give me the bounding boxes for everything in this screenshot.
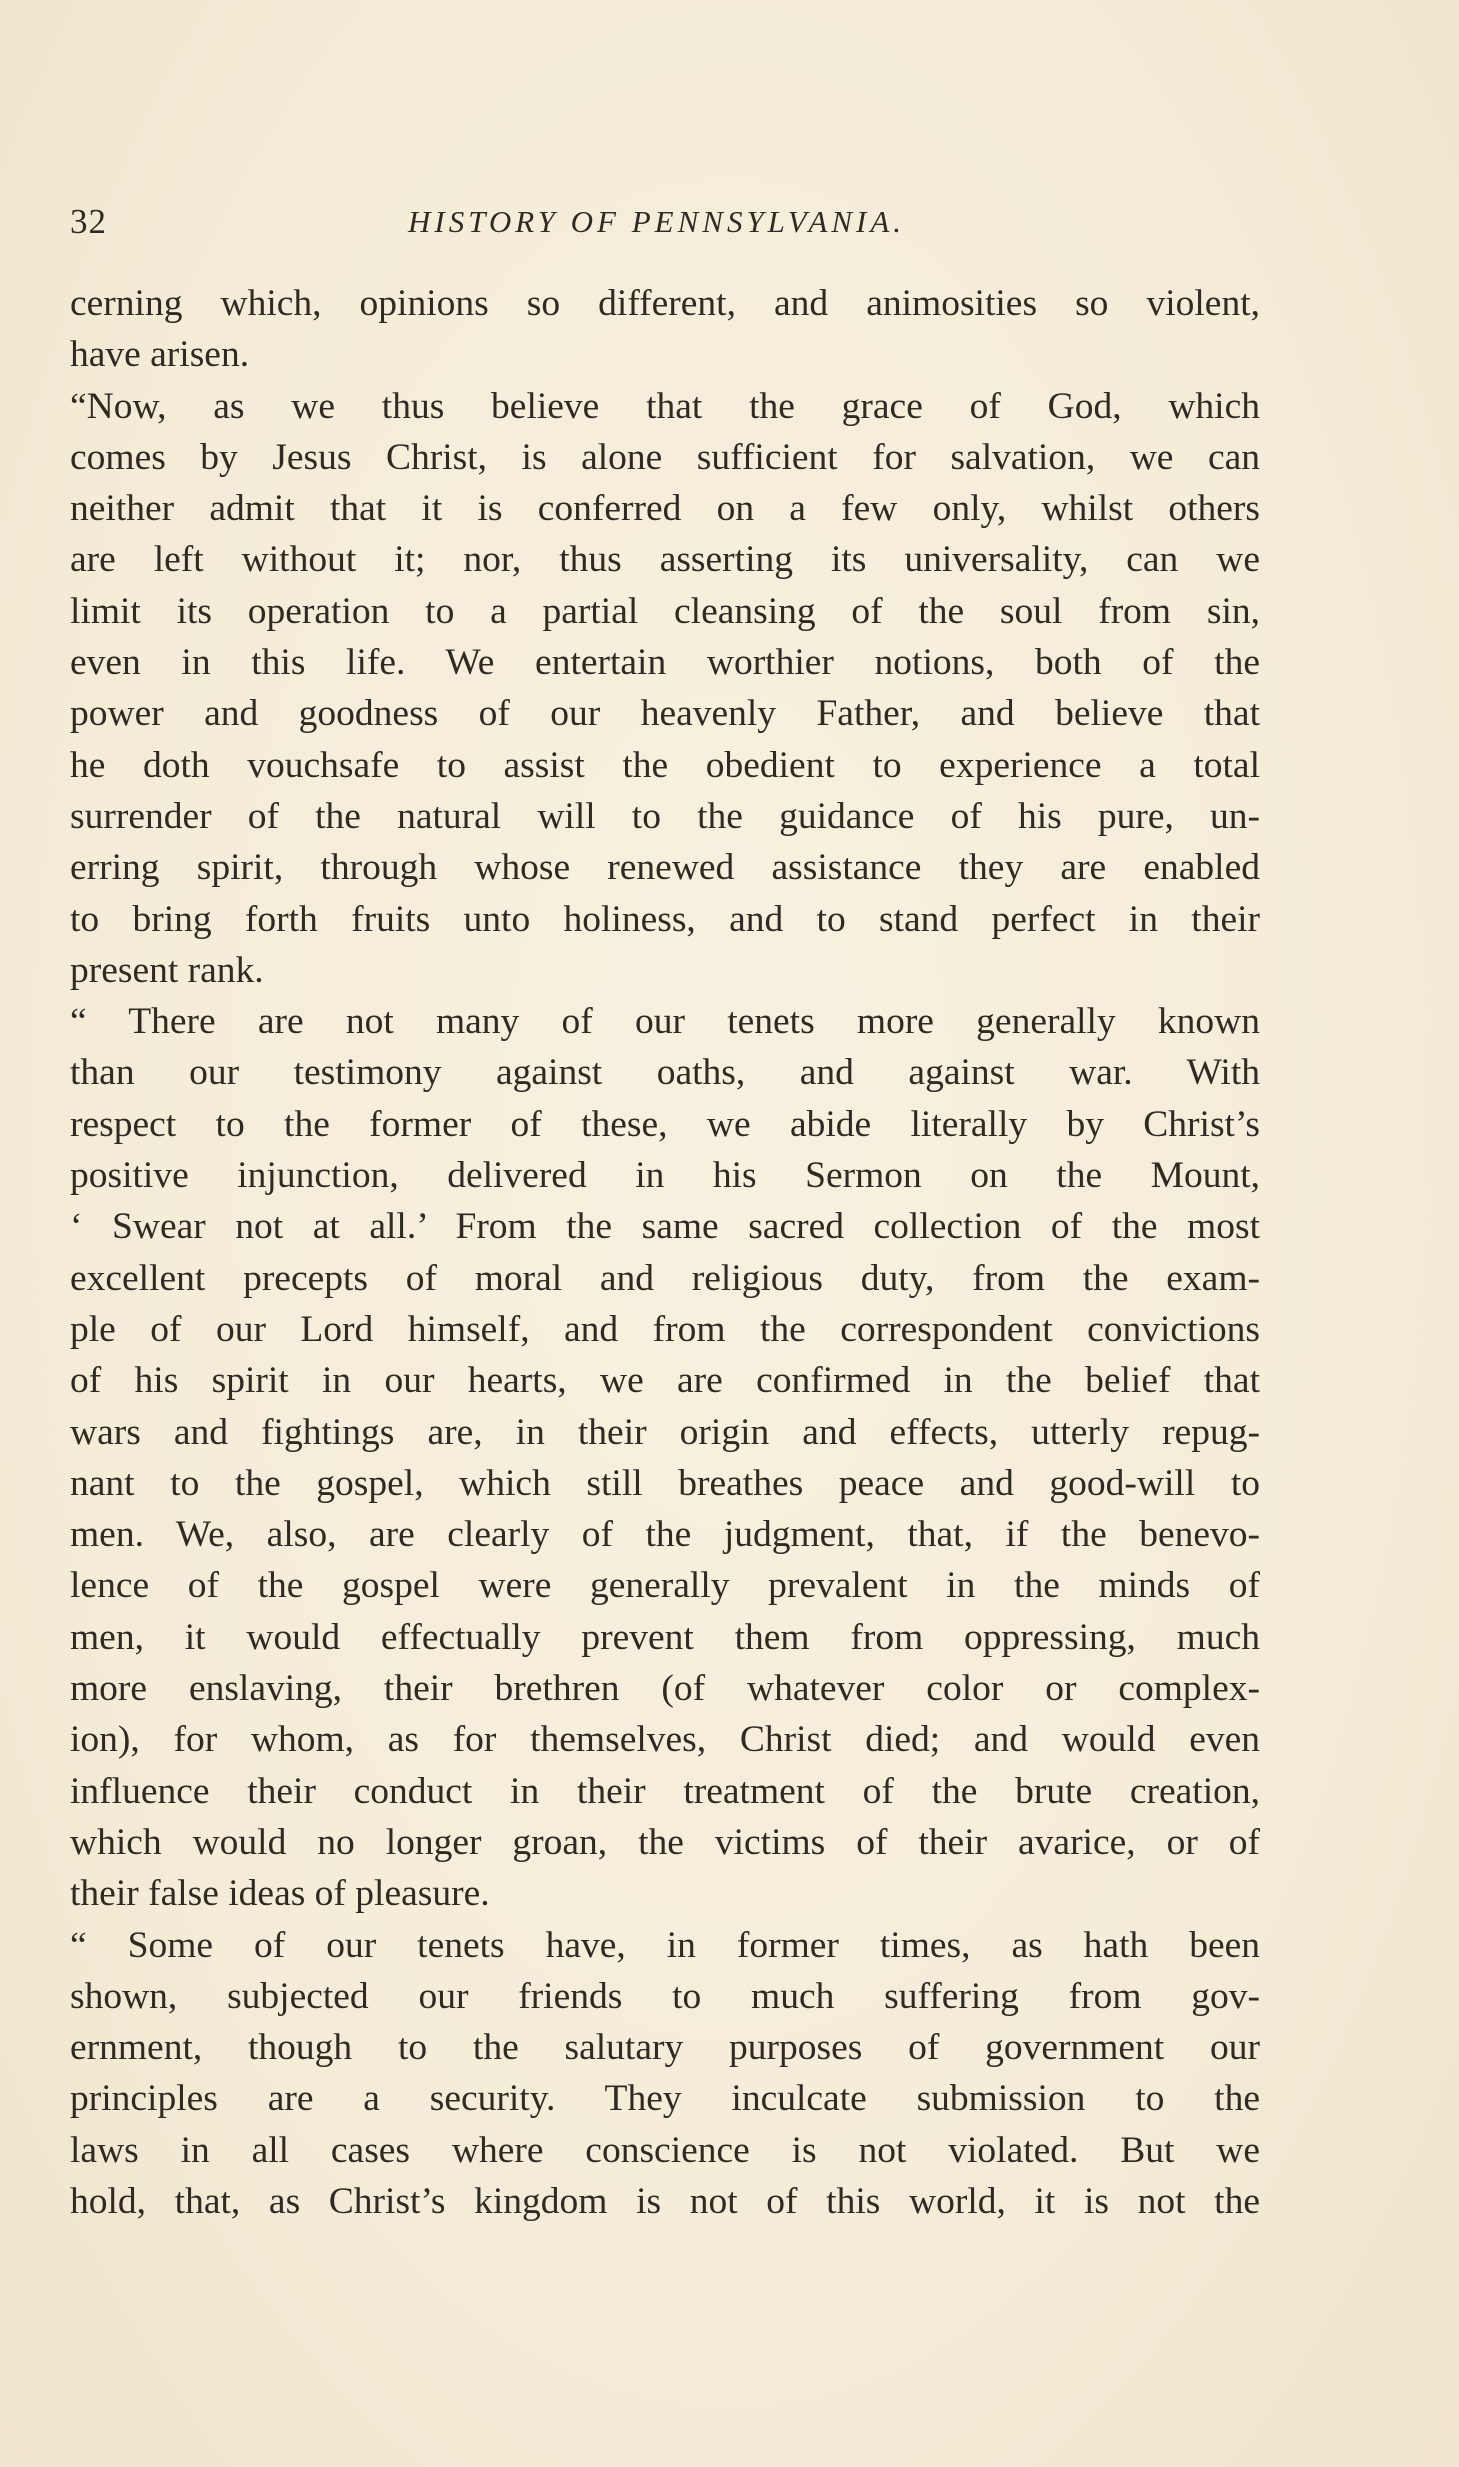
text-line: erring spirit, through whose renewed assistance they are enabled: [70, 847, 1260, 889]
text-line: shown, subjected our friends to much suffering from gov-: [70, 1975, 1260, 2017]
text-line: are left without it; nor, thus asserting its universality, can we: [70, 539, 1260, 581]
text-line: excellent precepts of moral and religious duty, from the exam-: [70, 1257, 1260, 1299]
text-line: present rank.: [70, 949, 264, 991]
text-line: cerning which, opinions so different, and animosities so violent,: [70, 283, 1260, 324]
text-line: hold, that, as Christ’s kingdom is not of this world, it is not the: [70, 2180, 1260, 2222]
text-line: nant to the gospel, which still breathes peace and good-will to: [70, 1462, 1260, 1504]
text-line: neither admit that it is conferred on a few only, whilst others: [70, 488, 1260, 530]
text-line: ion), for whom, as for themselves, Christ died; and would even: [70, 1719, 1260, 1761]
text-line: positive injunction, delivered in his Sermon on the Mount,: [70, 1155, 1260, 1197]
text-line: he doth vouchsafe to assist the obedient to experience a total: [70, 744, 1260, 786]
text-line: their false ideas of pleasure.: [70, 1873, 490, 1915]
text-line: more enslaving, their brethren (of whatever color or complex-: [70, 1668, 1260, 1710]
text-line: of his spirit in our hearts, we are confirmed in the belief that: [70, 1360, 1260, 1402]
text-line: principles are a security. They inculcate submission to the: [70, 2078, 1260, 2120]
text-line: power and goodness of our heavenly Father, and believe that: [70, 693, 1260, 735]
text-line: surrender of the natural will to the guidance of his pure, un-: [70, 795, 1260, 837]
text-line: even in this life. We entertain worthier notions, both of the: [70, 642, 1260, 684]
text-line: have arisen.: [70, 334, 250, 376]
text-line: ple of our Lord himself, and from the correspondent convictions: [70, 1308, 1260, 1350]
text-line: which would no longer groan, the victims of their avarice, or of: [70, 1821, 1260, 1863]
text-line: men. We, also, are clearly of the judgment, that, if the benevo-: [70, 1514, 1260, 1556]
text-line: to bring forth fruits unto holiness, and to stand perfect in their: [70, 898, 1260, 940]
text-line: “ There are not many of our tenets more generally known: [70, 1001, 1260, 1043]
text-line: “Now, as we thus believe that the grace of God, which: [70, 385, 1260, 427]
text-line: “ Some of our tenets have, in former times, as hath been: [70, 1924, 1260, 1966]
text-line: ernment, though to the salutary purposes of government our: [70, 2027, 1260, 2069]
text-line: than our testimony against oaths, and against war. With: [70, 1052, 1260, 1094]
text-line: comes by Jesus Christ, is alone sufficient for salvation, we can: [70, 436, 1260, 478]
page-header: [70, 202, 1260, 252]
running-title: HISTORY OF PENNSYLVANIA.: [408, 204, 906, 239]
text-line: men, it would effectually prevent them from oppressing, much: [70, 1616, 1260, 1658]
text-line: ‘ Swear not at all.’ From the same sacred collection of the most: [70, 1206, 1260, 1248]
text-line: limit its operation to a partial cleansing of the soul from sin,: [70, 590, 1260, 632]
text-line: lence of the gospel were generally prevalent in the minds of: [70, 1565, 1260, 1607]
text-line: laws in all cases where conscience is not violated. But we: [70, 2129, 1260, 2171]
page-number: 32: [70, 202, 107, 241]
text-line: respect to the former of these, we abide literally by Christ’s: [70, 1103, 1260, 1145]
text-line: influence their conduct in their treatment of the brute creation,: [70, 1770, 1260, 1812]
body-text: [70, 278, 1260, 2227]
text-line: wars and fightings are, in their origin and effects, utterly repug-: [70, 1411, 1260, 1453]
